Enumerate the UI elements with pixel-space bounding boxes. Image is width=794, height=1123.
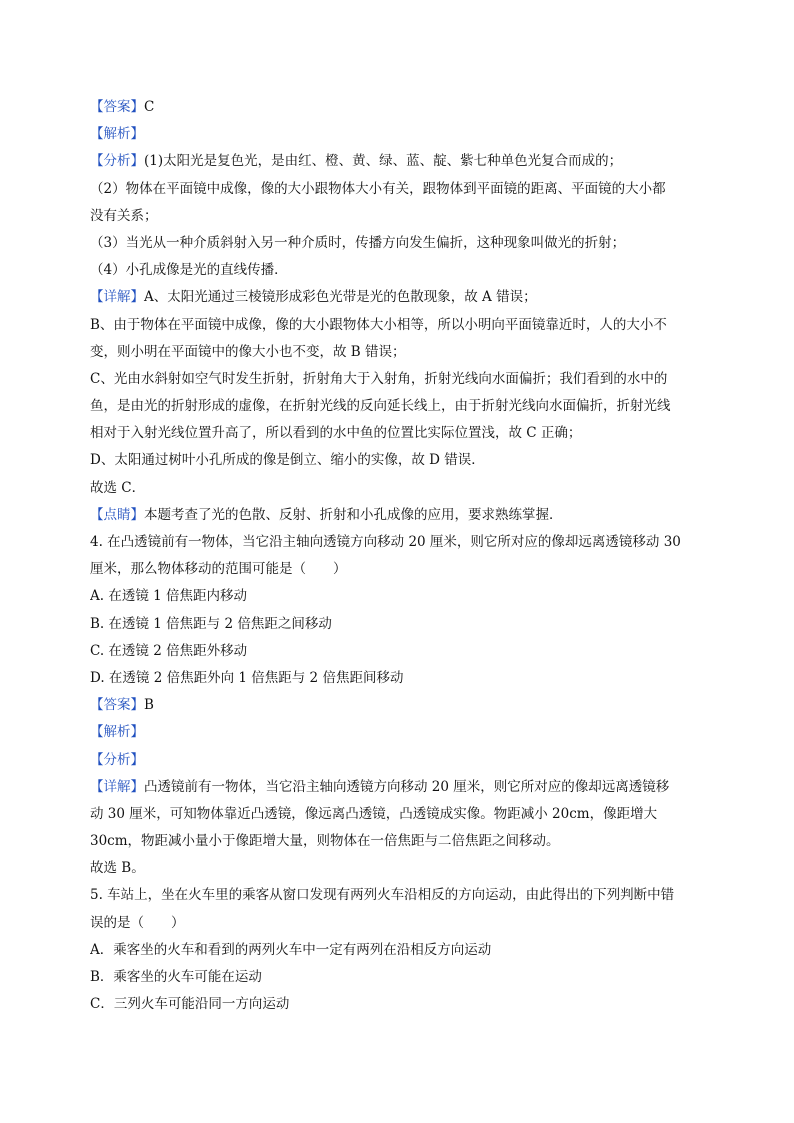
- fenxi-line: （2）物体在平面镜中成像，像的大小跟物体大小有关，跟物体到平面镜的距离、平面镜的大小都: [90, 180, 666, 197]
- detail-line: 相对于入射光线位置升高了，所以看到的水中鱼的位置比实际位置浅，故 C 正确；: [90, 425, 582, 442]
- detail-line: 鱼，是由光的折射形成的虚像，在折射光线的反向延长线上，由于折射光线向水面偏折，折射光线: [90, 398, 671, 415]
- question-stem: 误的是（ ）: [90, 914, 185, 931]
- fenxi-line: [90, 747, 702, 774]
- fenxi-tag: 【分析】: [90, 751, 144, 768]
- question-stem: 4. 在凸透镜前有一物体，当它沿主轴向透镜方向移动 20 厘米，则它所对应的像却远离透镜移动 30: [90, 534, 681, 550]
- answer-value: C: [144, 99, 155, 115]
- detail-line: 变，则小明在平面镜中的像大小也不变，故 B 错误；: [90, 343, 406, 360]
- detail-line: 30cm，物距减小量小于像距增大量，则物体在一倍焦距与二倍焦距之间移动。: [90, 833, 560, 850]
- analysis-heading: 【解析】: [90, 126, 144, 143]
- dianjing-tag: 【点睛】: [90, 506, 144, 523]
- dianjing-line: 【点睛】本题考查了光的色散、反射、折射和小孔成像的应用，要求熟练掌握．: [90, 506, 563, 523]
- question-stem: 5. 车站上，坐在火车里的乘客从窗口发现有两列火车沿相反的方向运动，由此得出的下列判断中错: [90, 887, 675, 904]
- detail-line: 动 30 厘米，可知物体靠近凸透镜，像远离凸透镜，凸透镜成实像。物距减小 20cm，像距增大: [90, 805, 658, 822]
- detail-line: B、由于物体在平面镜中成像，像的大小跟物体大小相等，所以小明向平面镜靠近时，人的大小不: [90, 316, 667, 333]
- choice-line: 故选 B。: [90, 860, 145, 877]
- detail-line: 【详解】A、太阳光通过三棱镜形成彩色光带是光的色散现象，故 A 错误；: [90, 289, 537, 306]
- option-b: B．乘客坐的火车可能在运动: [90, 969, 262, 985]
- fenxi-line: 【分析】(1)太阳光是复色光，是由红、橙、黄、绿、蓝、靛、紫七种单色光复合而成的；: [90, 153, 623, 170]
- document-page: [90, 94, 702, 1018]
- question-stem: 厘米，那么物体移动的范围可能是（ ）: [90, 561, 347, 578]
- option-c: C. 在透镜 2 倍焦距外移动: [90, 642, 248, 659]
- detail-line: C、光由水斜射如空气时发生折射，折射角大于入射角，折射光线向水面偏折；我们看到的水中的: [90, 370, 668, 387]
- detail-line: D、太阳通过树叶小孔所成的像是倒立、缩小的实像，故 D 错误．: [90, 452, 485, 469]
- answer-value: B: [144, 697, 154, 714]
- answer-line: [90, 94, 702, 121]
- option-a: A. 在透镜 1 倍焦距内移动: [90, 588, 248, 605]
- detail-line: 【详解】凸透镜前有一物体，当它沿主轴向透镜方向移动 20 厘米，则它所对应的像却远离透镜移: [90, 778, 670, 795]
- answer-line: [90, 692, 702, 719]
- analysis-heading: 【解析】: [90, 724, 144, 741]
- option-c: C．三列火车可能沿同一方向运动: [90, 996, 290, 1013]
- option-b: B. 在透镜 1 倍焦距与 2 倍焦距之间移动: [90, 615, 332, 632]
- fenxi-line: （4）小孔成像是光的直线传播．: [90, 262, 288, 279]
- detail-tag: 【详解】: [90, 289, 144, 306]
- option-a: A．乘客坐的火车和看到的两列火车中一定有两列在沿相反方向运动: [90, 941, 492, 958]
- answer-tag: 【答案】: [90, 99, 144, 115]
- choice-line: 故选 C．: [90, 479, 146, 496]
- detail-tag: 【详解】: [90, 778, 144, 795]
- fenxi-tag: 【分析】: [90, 153, 144, 170]
- fenxi-line: （3）当光从一种介质斜射入另一种介质时，传播方向发生偏折，这种现象叫做光的折射；: [90, 234, 626, 251]
- option-d: D. 在透镜 2 倍焦距外向 1 倍焦距与 2 倍焦距间移动: [90, 669, 404, 686]
- fenxi-line: 没有关系；: [90, 207, 158, 224]
- answer-tag: 【答案】: [90, 697, 144, 714]
